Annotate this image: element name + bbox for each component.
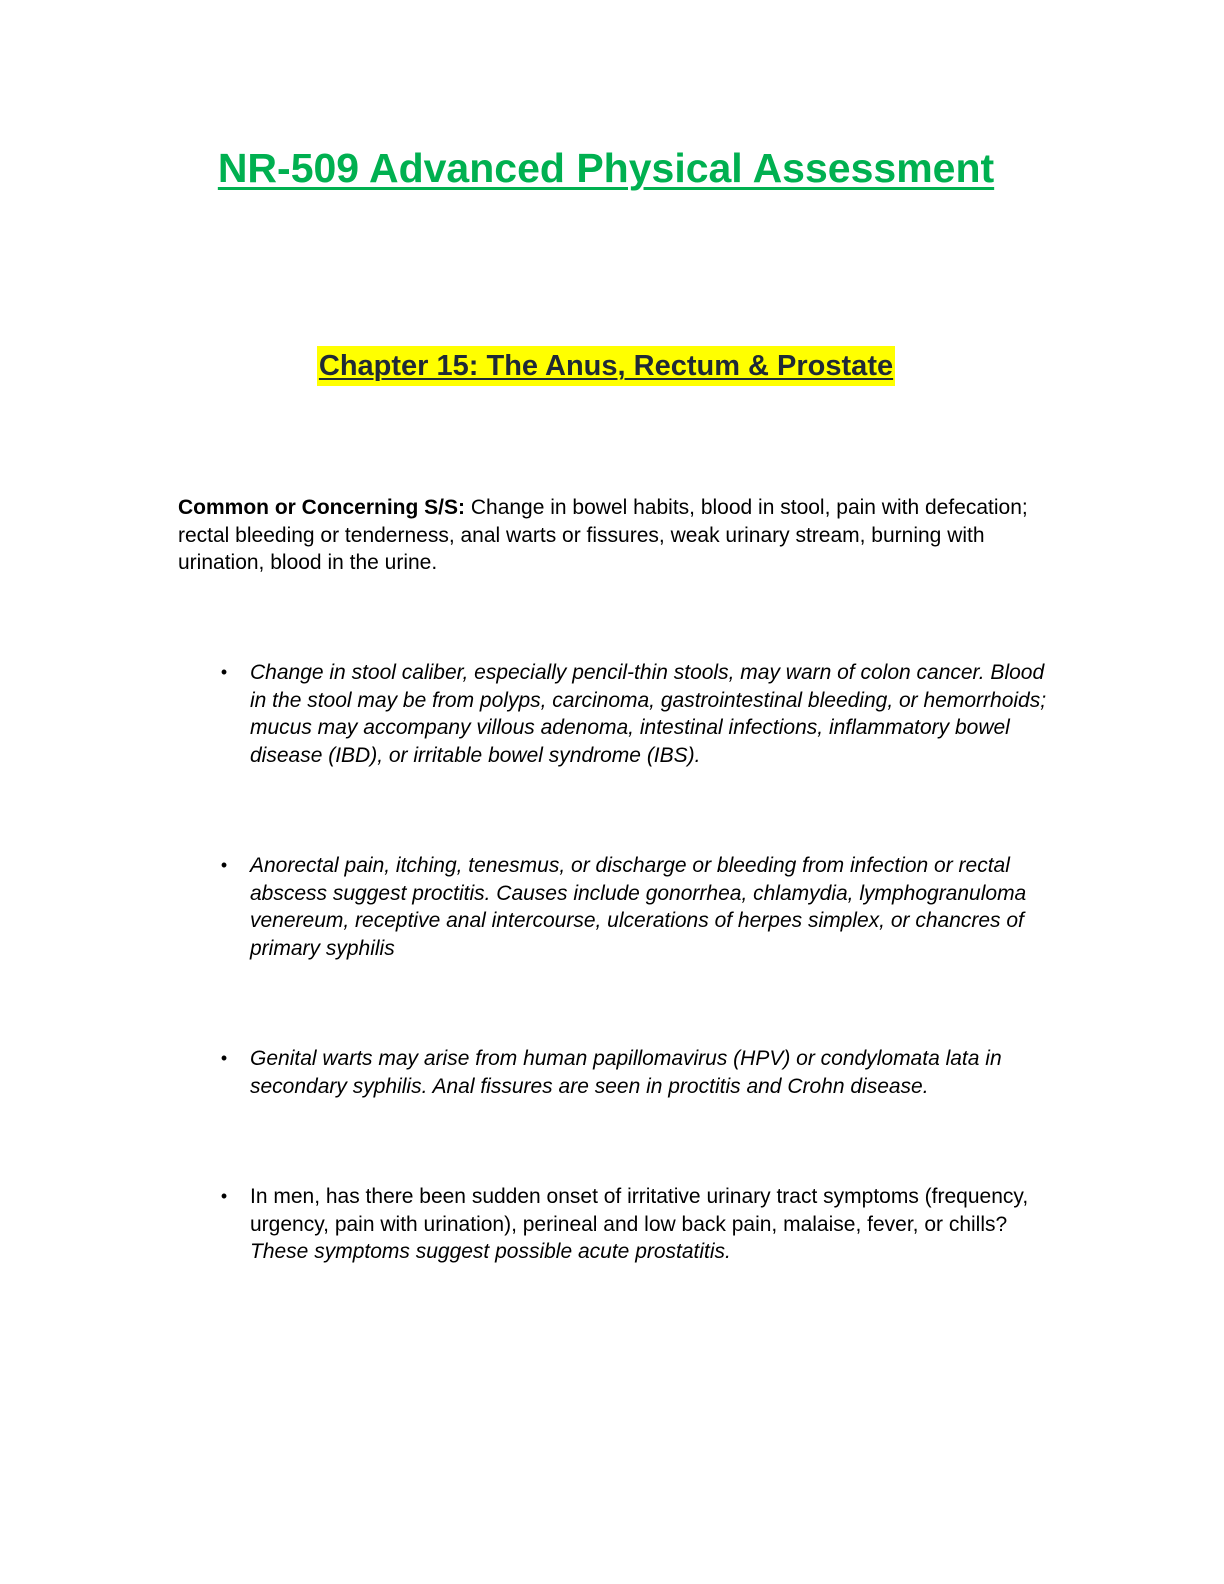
list-item-text: In men, has there been sudden onset of irritative urinary tract symptoms (frequency, urgency, pain with urination), perineal and low back pain, malaise, fever, or chills? [250, 1185, 1029, 1236]
list-item-text: Anorectal pain, itching, tenesmus, or discharge or bleeding from infection or rectal abscess suggest proctitis. Causes include gonorrhea, chlamydia, lymphogranuloma venereum, receptive anal intercourse, ulcerations of herpes simplex, or chancres of primary syphilis [250, 854, 1027, 960]
list-item [220, 1045, 1050, 1100]
list-item [220, 852, 1050, 962]
list-item-italic-text: These symptoms suggest possible acute prostatitis. [250, 1240, 731, 1263]
intro-lead: Common or Concerning S/S: [178, 496, 466, 519]
bullet-icon: • [220, 855, 228, 875]
document-title: NR-509 Advanced Physical Assessment [217, 145, 995, 191]
list-item-text: Change in stool caliber, especially pencil-thin stools, may warn of colon cancer. Blood in the stool may be from polyps, carcinoma, gastrointestinal bleeding, or hemorrhoids; mucus may accompany villous adenoma, intestinal infections, inflammatory bowel disease (IBD), or irritable bowel syndrome (IBS). [250, 661, 1047, 767]
intro-paragraph [178, 494, 1038, 577]
list-item-text: Genital warts may arise from human papillomavirus (HPV) or condylomata lata in secondary syphilis. Anal fissures are seen in proctitis and Crohn disease. [250, 1047, 1002, 1098]
bullet-icon: • [220, 662, 228, 682]
chapter-title: Chapter 15: The Anus, Rectum & Prostate [317, 346, 895, 386]
list-item [220, 1183, 1050, 1266]
intro-text: Change in bowel habits, blood in stool, pain with defecation; rectal bleeding or tenderness, anal warts or fissures, weak urinary stream, burning with urination, blood in the urine. [178, 496, 1028, 574]
bullet-icon: • [220, 1186, 228, 1206]
bullet-icon: • [220, 1048, 228, 1068]
chapter-heading-wrap [0, 346, 1212, 386]
list-item [220, 659, 1050, 769]
